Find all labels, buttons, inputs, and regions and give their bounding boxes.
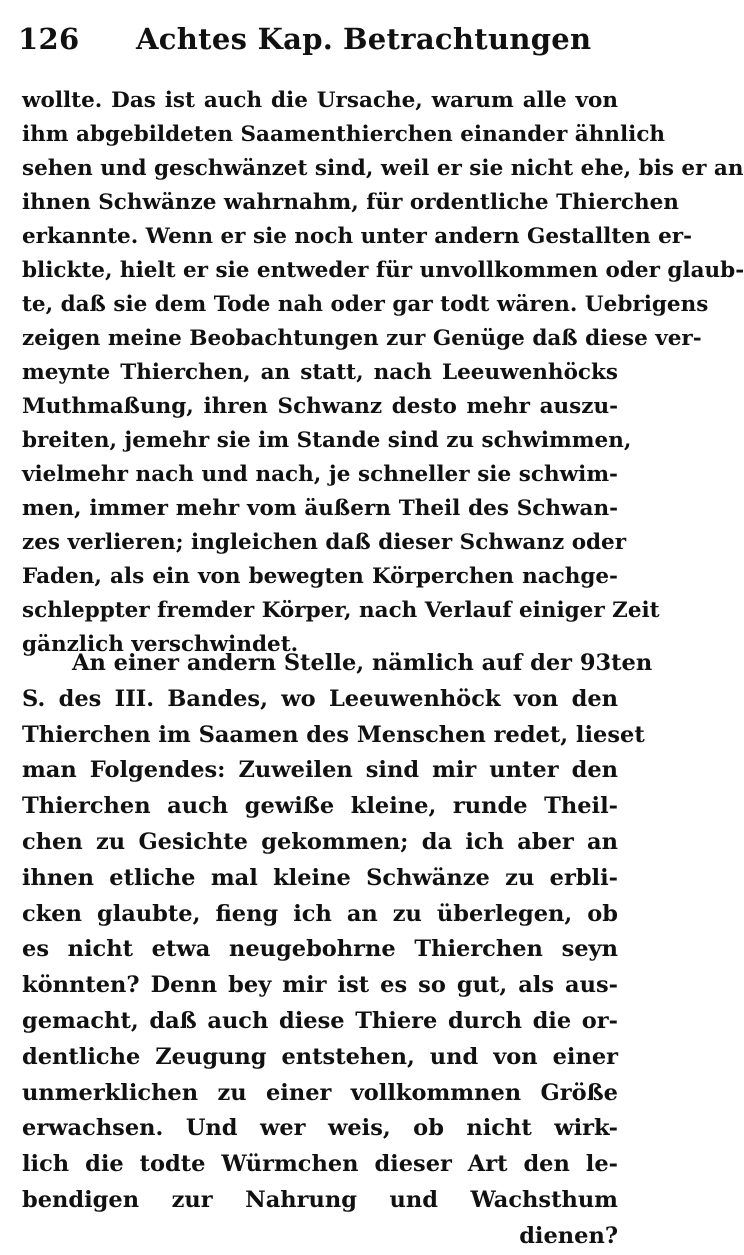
text-line: dentliche Zeugung entstehen, und von einer bbox=[22, 1043, 618, 1070]
text-line: gänzlich verschwindet. bbox=[22, 632, 299, 657]
text-line: zes verlieren; ingleichen daß dieser Schwanz oder bbox=[22, 530, 627, 555]
text-line: te, daß sie dem Tode nah oder gar todt wären. Uebrigens bbox=[22, 292, 709, 317]
text-line: man Folgendes: Zuweilen sind mir unter den bbox=[22, 757, 618, 784]
text-line: könnten? Denn bey mir ist es so gut, als aus- bbox=[22, 972, 618, 999]
chapter-heading: Achtes Kap. bbox=[136, 22, 334, 56]
text-line: ihnen etliche mal kleine Schwänze zu erbli- bbox=[22, 864, 618, 891]
text-line: unmerklichen zu einer vollkommnen Größe bbox=[22, 1079, 618, 1106]
text-line: gemacht, daß auch diese Thiere durch die or- bbox=[22, 1007, 618, 1034]
text-line: lich die todte Würmchen dieser Art den le- bbox=[22, 1151, 618, 1178]
text-line: schleppter fremder Körper, nach Verlauf einiger Zeit bbox=[22, 598, 660, 623]
text-line: chen zu Gesichte gekommen; da ich aber an bbox=[22, 828, 618, 855]
text-line: blickte, hielt er sie entweder für unvollkommen oder glaub- bbox=[22, 258, 744, 283]
text-line: bendigen zur Nahrung und Wachsthum bbox=[22, 1186, 618, 1213]
text-line: breiten, jemehr sie im Stande sind zu schwimmen, bbox=[22, 428, 632, 453]
text-line: ihm abgebildeten Saamenthierchen einander ähnlich bbox=[22, 122, 666, 147]
text-line: men, immer mehr vom äußern Theil des Schwan- bbox=[22, 496, 618, 521]
running-header bbox=[18, 22, 618, 62]
text-line: vielmehr nach und nach, je schneller sie schwim- bbox=[22, 462, 618, 487]
text-line: Faden, als ein von bewegten Körperchen nachge- bbox=[22, 564, 618, 589]
text-line: ihnen Schwänze wahrnahm, für ordentliche Thierchen bbox=[22, 190, 679, 215]
text-line: erwachsen. Und wer weis, ob nicht wirk- bbox=[22, 1115, 618, 1142]
text-line: cken glaubte, fieng ich an zu überlegen, ob bbox=[22, 900, 618, 927]
paragraph-2 bbox=[22, 646, 653, 1255]
paragraph-1 bbox=[22, 84, 744, 662]
text-line: es nicht etwa neugebohrne Thierchen seyn bbox=[22, 936, 618, 963]
running-title: Betrachtungen bbox=[343, 22, 592, 56]
text-line: zeigen meine Beobachtungen zur Genüge daß diese ver- bbox=[22, 326, 702, 351]
text-line: Thierchen auch gewiße kleine, runde Theil- bbox=[22, 793, 618, 820]
text-line: dienen? bbox=[519, 1222, 618, 1249]
text-line: wollte. Das ist auch die Ursache, warum alle von bbox=[22, 88, 618, 113]
text-line: sehen und geschwänzet sind, weil er sie nicht ehe, bis er an bbox=[22, 156, 744, 181]
text-line: S. des III. Bandes, wo Leeuwenhöck von den bbox=[22, 685, 618, 712]
page-number: 126 bbox=[18, 22, 80, 56]
text-line: An einer andern Stelle, nämlich auf der 93ten bbox=[72, 650, 653, 676]
text-line: Thierchen im Saamen des Menschen redet, lieset bbox=[22, 721, 645, 748]
text-line: Muthmaßung, ihren Schwanz desto mehr auszu- bbox=[22, 394, 618, 419]
text-line: erkannte. Wenn er sie noch unter andern Gestallten er- bbox=[22, 224, 693, 249]
text-line: meynte Thierchen, an statt, nach Leeuwenhöcks bbox=[22, 360, 618, 385]
